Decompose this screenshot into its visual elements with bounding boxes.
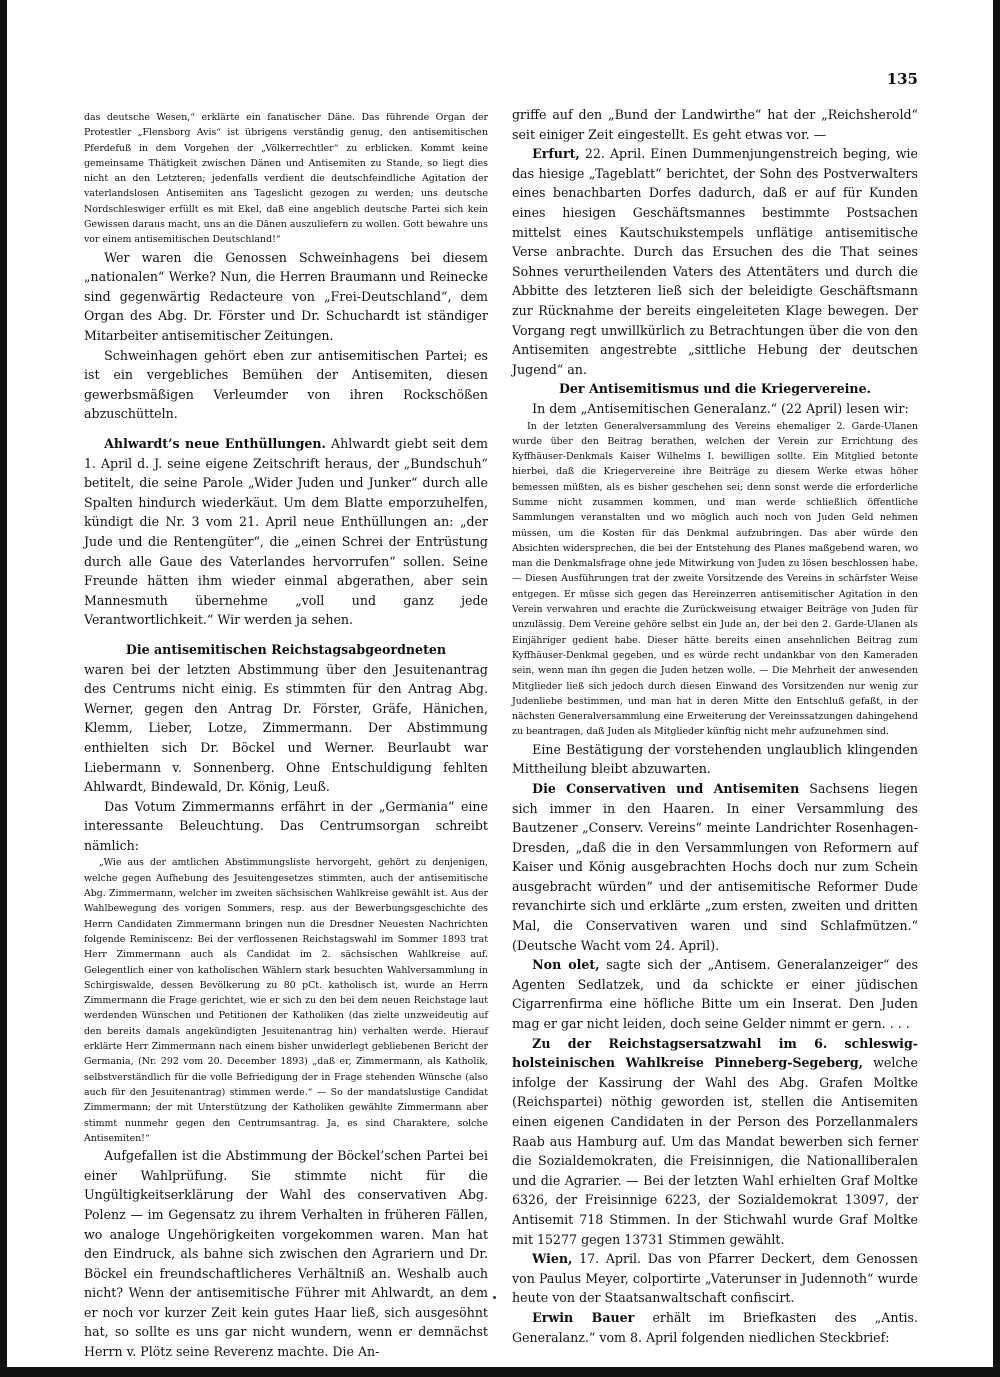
right-scan-border: [993, 0, 1000, 1377]
article-heading: Erfurt,: [532, 146, 580, 162]
article-heading: Wien,: [532, 1251, 573, 1267]
article-text: erhält im Briefkasten des „Antis. Generalanz.“ vom 8. April folgenden niedlichen Steckbrief:: [512, 1309, 918, 1345]
quote-continuation: das deutsche Wesen,“ erklärte ein fanatischer Däne. Das führende Organ der Protestler „Flensborg Avis“ ist übrigens verständig genug, den antisemitischen Pferdefuß in dem Vorgehen der „Völkerrechtler“ zu erblicken. Kommt keine gemeinsame Thätigkeit zwischen Dänen und Antisemiten zu Stande, so liegt dies nicht an den Letzteren; jedenfalls verdient die deutschfeindliche Agitation der vaterlandslosen Antisemiten ans Tageslicht gezogen zu werden; uns deutsche Nordschleswiger erfüllt es mit Ekel, daß eine angeblich deutsche Partei sich kein Gewissen daraus macht, uns an die Dänen auszuliefern zu wollen. Gott bewahre uns vor einem antisemitischen Deutschland!“: [84, 112, 488, 246]
left-column: [84, 110, 488, 1362]
right-column: [512, 105, 918, 1347]
article-text: 17. April. Das von Pfarrer Deckert, dem Genossen von Paulus Meyer, colportirte „Vaterunser in Judennoth“ wurde heute von der Staatsanwaltschaft confiscirt.: [512, 1251, 918, 1306]
article-text: welche infolge der Kassirung der Wahl des Abg. Grafen Moltke (Reichspartei) nöthig geworden ist, stellen die Antisemiten einen eigenen Candidaten in der Person des Porzellanmalers Raab aus Hamburg auf. Um das Mandat bewerben sich ferner die Sozialdemokraten, die Freisinnigen, die Nationalliberalen und die Agrarier. — Bei der letzten Wahl erhielten Graf Moltke 6326, der Freisinnige 6223, der Sozialdemokrat 13097, der Antisemit 718 Stimmen. In der Stichwahl wurde Graf Moltke mit 15277 gegen 13731 Stimmen gewählt.: [512, 1055, 918, 1247]
paragraph: Wer waren die Genossen Schweinhagens bei diesem „nationalen“ Werke? Nun, die Herren Braumann und Reinecke sind gegenwärtig Redacteure von „Frei-Deutschland“, dem Organ des Abg. Dr. Förster und Dr. Schuchardt ist ständiger Mitarbeiter antisemitischer Zeitungen.: [84, 249, 488, 344]
paragraph: Schweinhagen gehört eben zur antisemitischen Partei; es ist ein vergebliches Bemühen der Antisemiten, diesen gewerbsmäßigen Verleumder von ihren Rockschößen abzuschütteln.: [84, 347, 488, 422]
bottom-scan-border: [0, 1367, 1000, 1377]
block-quote: „Wie aus der amtlichen Abstimmungsliste hervorgeht, gehört zu denjenigen, welche gegen Aufhebung des Jesuitengesetzes stimmten, auch der antisemitische Abg. Zimmermann, welcher im zweiten sächsischen Wahlkreise gewählt ist. Aus der Wahlbewegung des vorigen Sommers, resp. aus der Bewerbungsgeschichte des Herrn Candidaten Zimmermann bringen nun die Dresdner Neuesten Nachrichten folgende Reminiscenz: Bei der verflossenen Reichstagswahl im Sommer 1893 trat Herr Zimmermann auch als Candidat im 2. sächsischen Wahlkreise auf. Gelegentlich einer von katholischen Wählern stark besuchten Wahlversammlung in Schirgiswalde, dessen Bevölkerung zu 80 pCt. katholisch ist, wurde an Herrn Zimmermann die Frage gerichtet, wie er sich zu den bei dem neuen Reichstage laut werdenden Wünschen und Petitionen der Katholiken (das zielte unzweideutig auf den bereits damals angekündigten Jesuitenantrag hin) verhalten werde. Hierauf erklärte Herr Zimmermann nach einem bisher unwiderlegt gebliebenen Bericht der Germania, (Nr. 292 vom 20. December 1893) „daß er, Zimmermann, als Katholik, selbstverständlich für die volle Befriedigung der in Frage stehenden Wünsche (also auch für den Jesuitenantrag) stimmen werde.“ — So der mandatslustige Candidat Zimmermann; der mit Unterstützung der Katholiken gewählte Zimmermann aber stimmt nunmehr gegen den Centrumsantrag. Ja, es sind Charaktere, solche Antisemiten!“: [84, 857, 488, 1144]
paragraph: griffe auf den „Bund der Landwirthe“ hat der „Reichsherold“ seit einiger Zeit eingestellt. Es geht etwas vor. —: [512, 107, 918, 142]
article-wien: [512, 1249, 918, 1308]
paragraph: Eine Bestätigung der vorstehenden unglaublich klingenden Mittheilung bleibt abzuwarten.: [512, 741, 918, 777]
article-ersatzwahl: [512, 1034, 918, 1250]
left-scan-border: [0, 0, 7, 1377]
article-erwin-bauer: [512, 1308, 918, 1347]
page-number: 135: [886, 70, 918, 88]
paragraph: Aufgefallen ist die Abstimmung der Böckel’schen Partei bei einer Wahlprüfung. Sie stimmte nicht für die Ungültigkeitserklärung der Wahl des conservativen Abg. Polenz — im Gegensatz zu ihrem Verhalten in früheren Fällen, wo analoge Ungehörigkeiten vorgekommen waren. Man hat den Eindruck, als bahne sich zwischen den Agrariern und Dr. Böckel ein freundschaftlicheres Verhältniß an. Weshalb auch nicht? Wenn der antisemitische Führer mit Ahlwardt, an dem er noch vor kurzer Zeit kein gutes Haar ließ, sich ausgesöhnt hat, so sollte es uns gar nicht wundern, wenn er demnächst Herrn v. Plötz seine Reverenz machte. Die An-: [84, 1148, 488, 1360]
article-heading: Die antisemitischen Reichstagsabgeordneten: [125, 641, 447, 657]
paragraph: waren bei der letzten Abstimmung über den Jesuitenantrag des Centrums nicht einig. Es stimmten für den Antrag Abg. Werner, gegen den Antrag Dr. Förster, Gräfe, Hänichen, Klemm, Lieber, Lotze, Zimmermann. Der Abstimmung enthielten sich Dr. Böckel und Werner. Beurlaubt war Liebermann v. Sonnenberg. Ohne Entschuldigung fehlten Ahlwardt, Bindewald, Dr. König, Leuß.: [84, 661, 488, 795]
paragraph: Das Votum Zimmermanns erfährt in der „Germania“ eine interessante Beleuchtung. Das Centrumsorgan schreibt nämlich:: [84, 798, 488, 853]
article-heading: Ahlwardt’s neue Enthüllungen.: [104, 436, 326, 452]
print-speck: [493, 1296, 496, 1299]
article-erfurt: [512, 144, 918, 379]
article-text: Ahlwardt giebt seit dem 1. April d. J. seine eigene Zeitschrift heraus, der „Bundschuh“ betitelt, die seine Parole „Wider Juden und Junker“ durch alle Spalten hindurch wiederkäut. Um dem Blatte emporzuhelfen, kündigt die Nr. 3 vom 21. April neue Enthüllungen an: „der Jude und die Rentengüter“, die „einen Schrei der Entrüstung durch alle Gaue des Vaterlandes hervorrufen“ sollen. Seine Freunde hätten ihm wieder einmal abgerathen, aber sein Mannesmuth übernehme „voll und ganz jede Verantwortlichkeit.“ Wir werden ja sehen.: [84, 436, 488, 628]
article-heading: Die Conservativen und Antisemiten: [532, 780, 800, 796]
article-heading: Non olet,: [532, 957, 600, 973]
article-text: Sachsens liegen sich immer in den Haaren. In einer Versammlung des Bautzener „Conserv. Vereins“ meinte Landrichter Rosenhagen-Dresden, „daß die in den Versammlungen von Reformern auf Kaiser und König ausgebrachten Hochs doch nur zum Schein ausgebracht würden“ und der antisemitische Reformer Dude revanchirte sich und erklärte „zum ersten, zweiten und dritten Mal, die Conservativen waren und sind Schlafmützen.“ (Deutsche Wacht vom 24. April).: [512, 780, 918, 953]
article-conservatives: [512, 779, 918, 955]
article-text: 22. April. Einen Dummenjungenstreich beging, wie das hiesige „Tageblatt“ berichtet, der Sohn des Postverwalters eines benachbarten Dorfes dadurch, daß er auf für Kunden eines hiesigen Geschäftsmannes bestimmte Postsachen mittelst eines Kautschukstempels unflätige antisemitische Verse anbrachte. Durch das Ersuchen des die That seines Sohnes verurtheilenden Vaters des Attentäters und durch die Abbitte des letzteren ließ sich der beleidigte Geschäftsmann zur Rücknahme der bereits eingeleiteten Klage bewegen. Der Vorgang regt unwillkürlich zu Betrachtungen über die von den Antisemiten angestrebte „sittliche Hebung der deutschen Jugend“ an.: [512, 146, 918, 377]
article-heading: Der Antisemitismus und die Kriegervereine.: [559, 381, 871, 397]
article-ahlwardt: [84, 434, 488, 630]
article-non-olet: [512, 955, 918, 1033]
article-heading: Erwin Bauer: [532, 1309, 635, 1325]
block-quote: In der letzten Generalversammlung des Vereins ehemaliger 2. Garde-Ulanen wurde über den Beitrag berathen, welchen der Verein zur Errichtung des Kyffhäuser-Denkmals Kaiser Wilhelms I. bewilligen sollte. Ein Mitglied betonte hierbei, daß die Kriegervereine ihre Beiträge zu diesem Werke etwas höher bemessen müßten, als es bisher geschehen sei; denn sonst werde die erforderliche Summe nicht zusammen kommen, und man werde schließlich öffentliche Sammlungen veranstalten und wo möglich auch noch von Juden Geld nehmen müssen, um die Kosten für das Denkmal aufzubringen. Das aber würde den Absichten widersprechen, die bei der Entstehung des Planes maßgebend waren, wo man die Denkmalsfrage ohne jede Mitwirkung von Juden zu lösen beschlossen habe. — Diesen Ausführungen trat der zweite Vorsitzende des Vereins in schärfster Weise entgegen. Er müsse sich gegen das Hereinzerren antisemitischer Agitation in den Verein verwahren und erachte die Zurückweisung etwaiger Beiträge von Juden für unzulässig. Dem Vereine gehöre selbst ein Jude an, der bei den 2. Garde-Ulanen als Einjähriger gedient habe. Dieser hätte bereits einen ansehnlichen Beitrag zum Kyffhäuser-Denkmal gegeben, und es würde recht undankbar von den Kameraden sein, wenn man ihn gegen die Juden hetzen wolle. — Die Mehrheit der anwesenden Mitglieder ließ sich jedoch durch diesen Einwand des Vorsitzenden nur wenig zur Judenliebe bestimmen, und man hat in deren Mitte den Entschluß gefaßt, in der nächsten Generalversammlung eine Erweiterung der Vereinssatzungen dahingehend zu beantragen, daß Juden als Mitglieder künftig nicht mehr aufzunehmen sind.: [512, 420, 918, 738]
article-heading: Zu der Reichstagsersatzwahl im 6. schleswig-holsteinischen Wahlkreise Pinneberg-Segeberg,: [512, 1035, 918, 1071]
article-text: sagte sich der „Antisem. Generalanzeiger“ des Agenten Sedlatzek, und da schickte er einer jüdischen Cigarrenfirma eine höfliche Bitte um ein Inserat. Den Juden mag er gar nicht leiden, doch seine Gelder nimmt er gern. . . .: [512, 957, 918, 1032]
paragraph: In dem „Antisemitischen Generalanz.“ (22 April) lesen wir:: [532, 400, 909, 416]
